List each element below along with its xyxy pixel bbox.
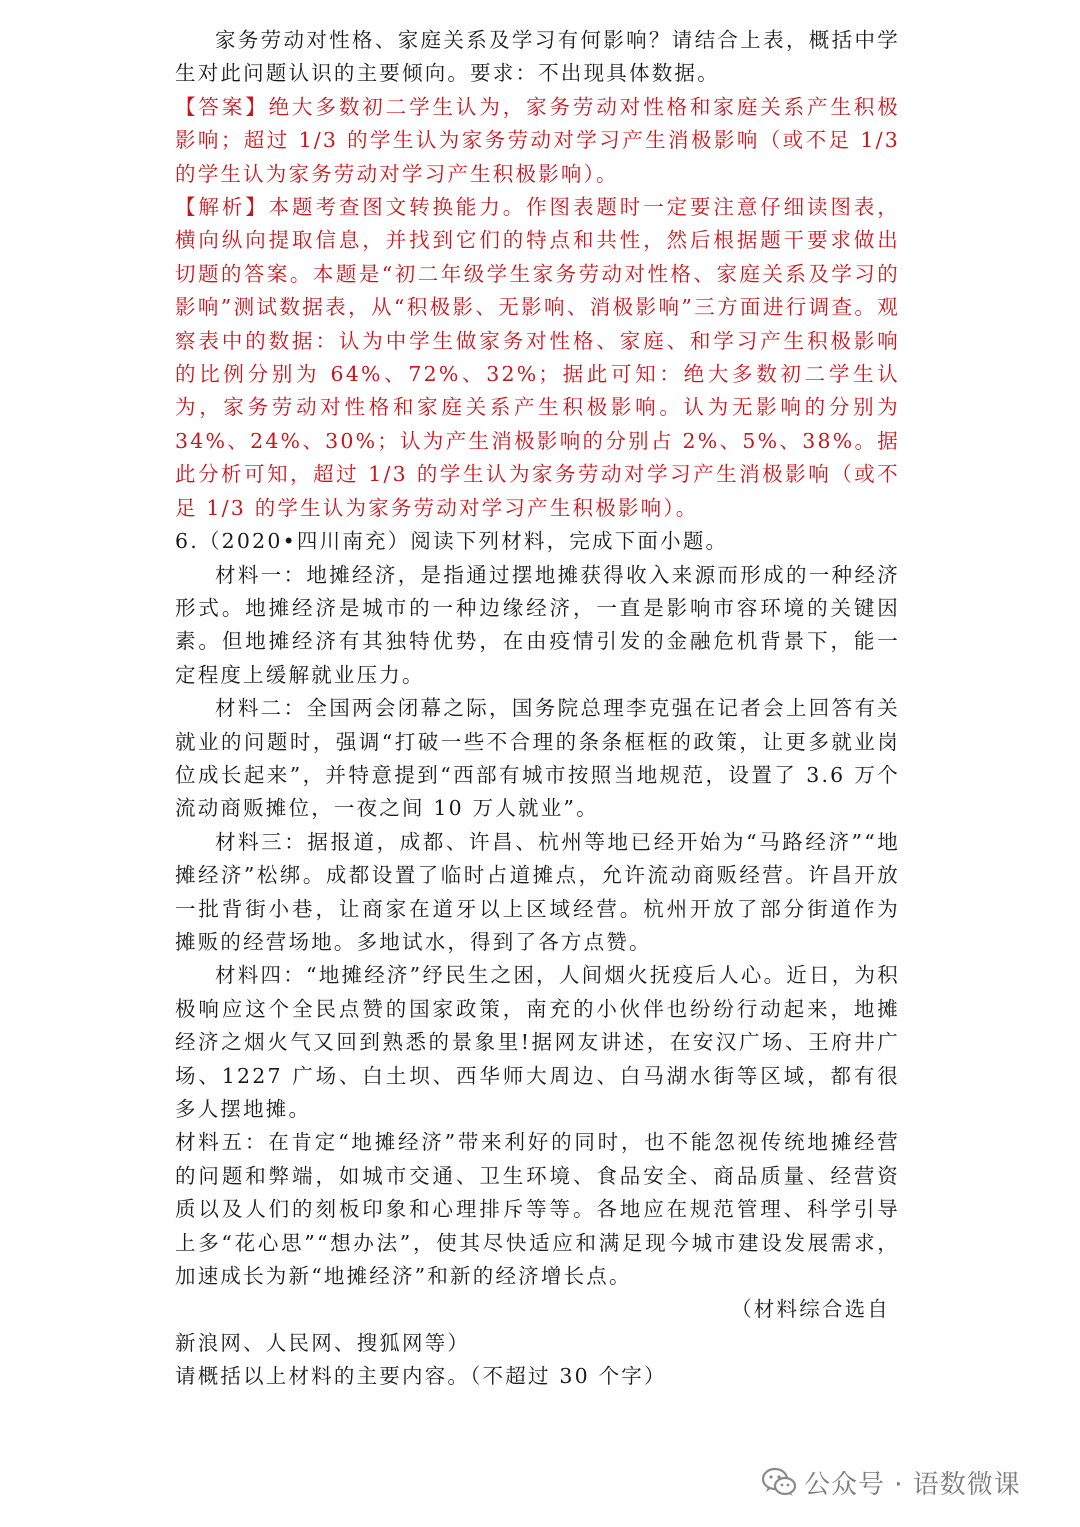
material-1: 材料一：地摊经济，是指通过摆地摊获得收入来源而形成的一种经济形式。地摊经济是城市的一种边缘经济，一直是影响市容环境的关键因素。但地摊经济有其独特优势，在由疫情引发的金融危机背景下，能一定程度上缓解就业压力。 [175,562,900,687]
wechat-icon [762,1467,796,1497]
watermark-text: 公众号 · 语数微课 [804,1469,1021,1500]
material-5: 材料五：在肯定“地摊经济”带来利好的同时，也不能忽视传统地摊经营的问题和弊端，如城市交通、卫生环境、食品安全、商品质量、经营资质以及人们的刻板印象和心理排斥等等。各地应在规范管理、科学引导上多“花心思”“想办法”，使其尽快适应和满足现今城市建设发展需求，加速成长为新“地摊经济”和新的经济增长点。 [175,1130,900,1289]
watermark [762,1462,1021,1502]
answer-text: 绝大多数初二学生认为，家务劳动对性格和家庭关系产生积极影响；超过 1/3 的学生认为家务劳动对学习产生消极影响（或不足 1/3 的学生认为家务劳动对学习产生积极影响）。 [175,94,900,186]
question-6-prompt: 请概括以上材料的主要内容。（不超过 30 个字） [175,1364,667,1389]
analysis-text: 本题考查图文转换能力。作图表题时一定要注意仔细读图表，横向纵向提取信息，并找到它们的特点和共性，然后根据题干要求做出切题的答案。本题是“初二年级学生家务劳动对性格、家庭关系及学习的影响”测试数据表，从“积极影、无影响、消极影响”三方面进行调查。观察表中的数据：认为中学生做家务对性格、家庭、和学习产生积极影响的比例分别为 64%、72%、32%；据此可知：绝大多数初二学生认为，家务劳动对性格和家庭关系产生积极影响。认为无影响的分别为 34%、24%、30%；认为产生消极影响的分别占 2%、5%、38%。据此分析可知，超过 1/3 的学生认为家务劳动对学习产生消极影响（或不足 1/3 的学生认为家务劳动对学习产生积极影响）。 [175,195,900,520]
question-6-header: 6.（2020•四川南充）阅读下列材料，完成下面小题。 [175,529,729,554]
question-intro: 家务劳动对性格、家庭关系及学习有何影响？请结合上表，概括中学生对此问题认识的主要倾向。要求：不出现具体数据。 [175,28,900,86]
material-2: 材料二：全国两会闭幕之际，国务院总理李克强在记者会上回答有关就业的问题时，强调“打破一些不合理的条条框框的政策，让更多就业岗位成长起来”，并特意提到“西部有城市按照当地规范，设置了 3.6 万个流动商贩摊位，一夜之间 10 万人就业”。 [175,696,900,821]
analysis-block [175,191,900,525]
material-4: 材料四：“地摊经济”纾民生之困，人间烟火抚疫后人心。近日，为积极响应这个全民点赞的国家政策，南充的小伙伴也纷纷行动起来，地摊经济之烟火气又回到熟悉的景象里!据网友讲述，在安汉广场、王府井广场、1227 广场、白土坝、西华师大周边、白马湖水街等区域，都有很多人摆地摊。 [175,963,900,1121]
source-note-line-2: 新浪网、人民网、搜狐网等） [175,1330,471,1355]
analysis-tag: 【解析】 [175,195,269,220]
source-note-line-1: （材料综合选自 [731,1297,890,1322]
answer-tag: 【答案】 [175,94,269,119]
answer-block [175,91,900,191]
document-body [175,24,900,1394]
material-3: 材料三：据报道，成都、许昌、杭州等地已经开始为“马路经济”“地摊经济”松绑。成都设置了临时占道摊点，允许流动商贩经营。许昌开放一批背街小巷，让商家在道牙以上区域经营。杭州开放了部分街道作为摊贩的经营场地。多地试水，得到了各方点赞。 [175,829,900,954]
